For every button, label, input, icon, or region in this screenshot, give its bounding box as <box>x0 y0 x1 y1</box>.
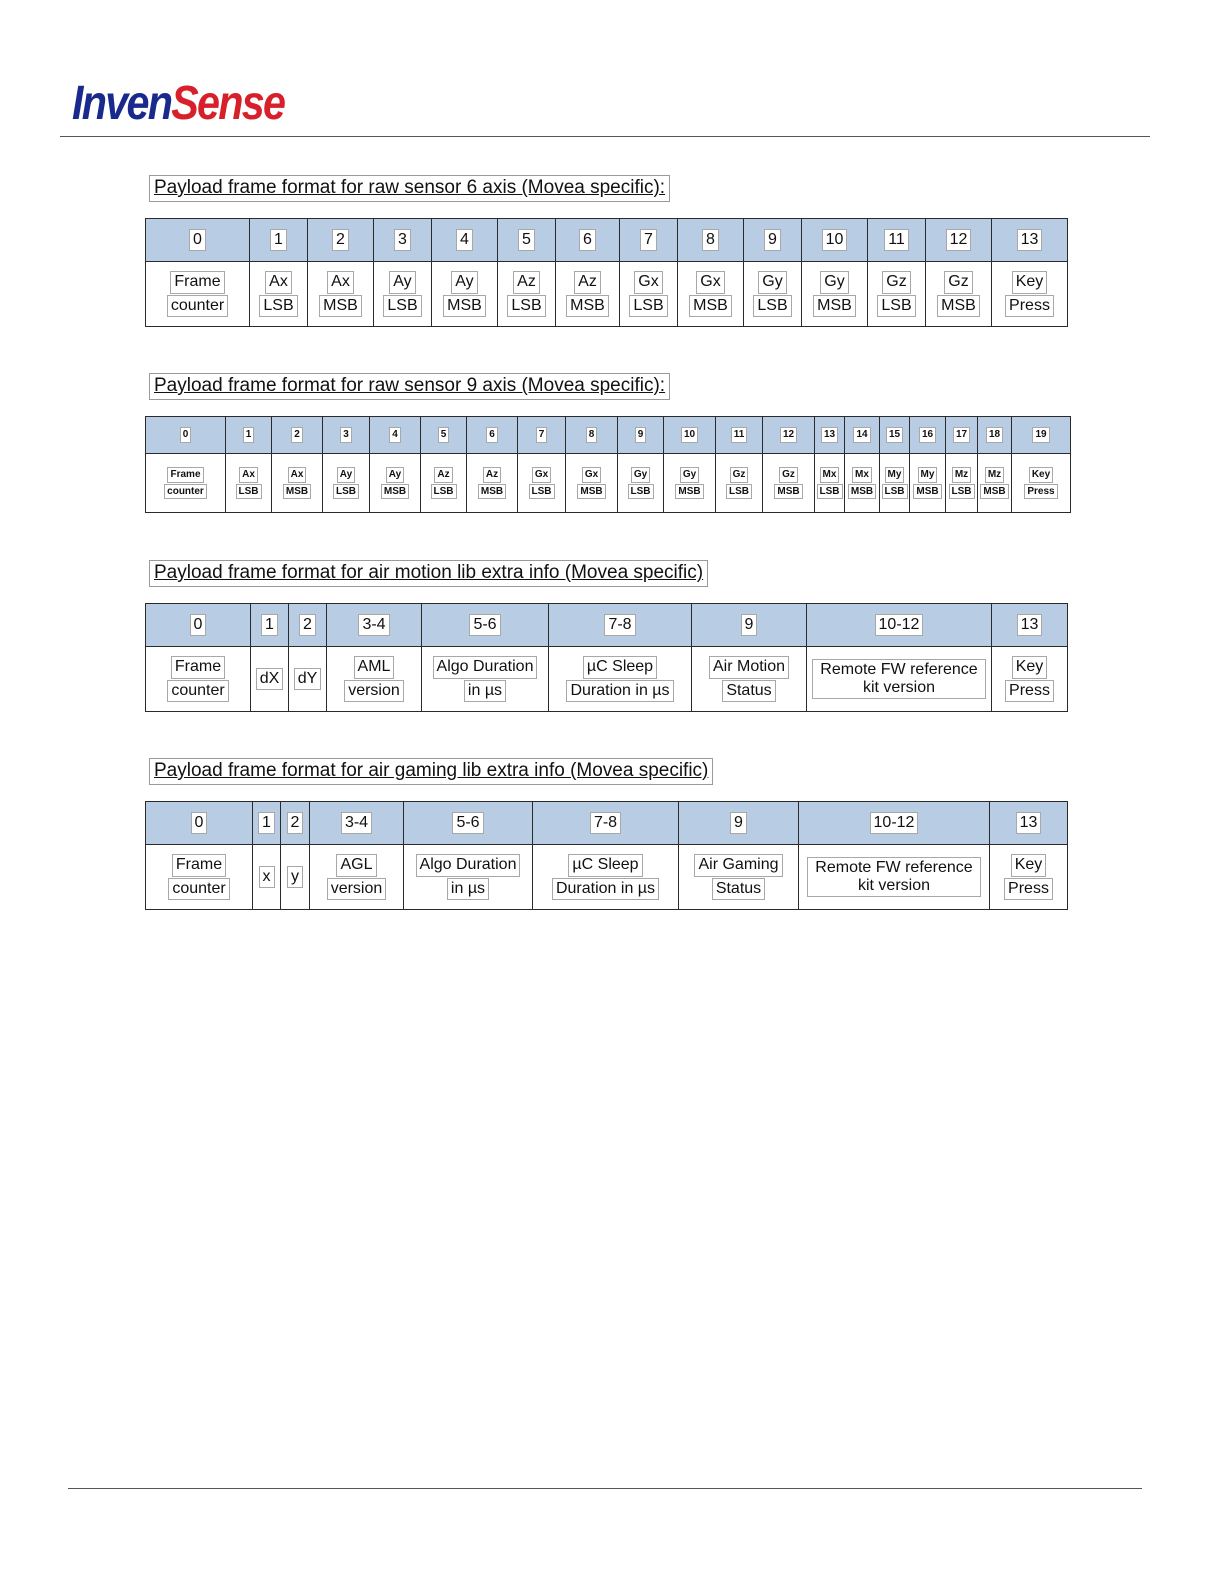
field-label: Frame <box>172 854 226 876</box>
field-cell <box>556 262 620 327</box>
field-label: MSB <box>848 484 876 500</box>
field-label: Mz <box>952 467 971 483</box>
field-label: LSB <box>877 295 915 317</box>
field-label: MSB <box>675 484 703 500</box>
field-label: Press <box>1005 295 1054 317</box>
byte-index-header <box>272 417 323 454</box>
field-cell <box>802 262 868 327</box>
byte-index-header <box>404 802 533 845</box>
byte-index: 0 <box>191 812 208 834</box>
field-label: LSB <box>628 484 654 500</box>
byte-index-header <box>289 604 327 647</box>
field-cell <box>404 845 533 910</box>
byte-index-header <box>845 417 880 454</box>
field-cell <box>692 647 807 712</box>
field-label: Key <box>1012 271 1048 293</box>
field-cell <box>370 454 421 513</box>
field-label: Key <box>1029 467 1053 483</box>
byte-index: 17 <box>953 427 970 443</box>
field-label: Gx <box>634 271 662 293</box>
field-label: in µs <box>464 680 506 702</box>
field-label: LSB <box>431 484 457 500</box>
byte-index-header <box>799 802 990 845</box>
byte-index: 1 <box>243 427 255 443</box>
byte-index-header <box>533 802 679 845</box>
field-cell <box>926 262 992 327</box>
field-label: Ax <box>239 467 258 483</box>
byte-index-header <box>744 219 802 262</box>
byte-index: 3 <box>340 427 352 443</box>
byte-index-header <box>327 604 422 647</box>
field-cell <box>251 647 289 712</box>
byte-index-header <box>370 417 421 454</box>
table-air-motion <box>145 603 1068 712</box>
byte-index: 5-6 <box>469 614 500 636</box>
field-label: LSB <box>753 295 791 317</box>
field-label: MSB <box>980 484 1008 500</box>
field-label: Az <box>513 271 540 293</box>
field-cell <box>868 262 926 327</box>
byte-index: 3-4 <box>341 812 372 834</box>
byte-index: 12 <box>780 427 797 443</box>
field-cell <box>533 845 679 910</box>
field-label: dY <box>294 668 322 690</box>
field-label: MSB <box>566 295 609 317</box>
logo-part-2: Sense <box>171 77 285 130</box>
byte-index-header <box>549 604 692 647</box>
byte-index: 13 <box>821 427 838 443</box>
byte-index: 19 <box>1032 427 1049 443</box>
field-label: AGL <box>336 854 376 876</box>
field-cell <box>1012 454 1071 513</box>
byte-index: 9 <box>764 229 781 251</box>
byte-index-header <box>556 219 620 262</box>
byte-index: 11 <box>884 229 909 251</box>
byte-index: 9 <box>730 812 747 834</box>
field-cell <box>374 262 432 327</box>
field-cell <box>763 454 815 513</box>
field-label: version <box>344 680 404 702</box>
field-cell <box>310 845 404 910</box>
field-label: Az <box>483 467 501 483</box>
byte-index: 2 <box>332 229 349 251</box>
byte-index: 16 <box>919 427 936 443</box>
byte-index-header <box>310 802 404 845</box>
byte-index: 10 <box>822 229 848 251</box>
byte-index: 8 <box>702 229 719 251</box>
field-label: MSB <box>478 484 506 500</box>
byte-index: 6 <box>579 229 596 251</box>
field-label: LSB <box>333 484 359 500</box>
field-label: Press <box>1024 484 1057 500</box>
field-cell <box>432 262 498 327</box>
field-label: Ay <box>389 271 415 293</box>
byte-index: 7 <box>640 229 657 251</box>
header-rule <box>60 136 1150 137</box>
field-cell <box>146 454 226 513</box>
field-label: counter <box>167 680 228 702</box>
byte-index-header <box>467 417 518 454</box>
byte-index-header <box>323 417 370 454</box>
byte-index: 1 <box>270 229 287 251</box>
byte-index: 2 <box>299 614 316 636</box>
field-label: MSB <box>774 484 802 500</box>
byte-index-header <box>146 802 253 845</box>
byte-index-header <box>146 219 250 262</box>
field-cell <box>146 262 250 327</box>
field-label: Algo Duration <box>433 656 538 678</box>
byte-index: 0 <box>190 614 207 636</box>
field-label: Ax <box>265 271 292 293</box>
field-cell <box>880 454 910 513</box>
byte-index-header <box>807 604 992 647</box>
field-label: Mz <box>985 467 1004 483</box>
byte-index-header <box>946 417 978 454</box>
field-label: Gx <box>582 467 601 483</box>
field-label: Gy <box>820 271 848 293</box>
field-label: µC Sleep <box>583 656 657 678</box>
byte-index-header <box>679 802 799 845</box>
field-label: LSB <box>259 295 297 317</box>
field-label: Frame <box>170 271 224 293</box>
field-label: Frame <box>171 656 225 678</box>
field-label: MSB <box>283 484 311 500</box>
byte-index-header <box>226 417 272 454</box>
byte-index-header <box>432 219 498 262</box>
field-label: LSB <box>726 484 752 500</box>
byte-index-header <box>978 417 1012 454</box>
field-label: Frame <box>167 467 203 483</box>
byte-index: 9 <box>741 614 758 636</box>
field-label: Gz <box>779 467 798 483</box>
field-label: Algo Duration <box>416 854 521 876</box>
field-cell <box>664 454 716 513</box>
field-label: My <box>918 467 938 483</box>
field-label: Key <box>1012 656 1048 678</box>
byte-index: 5 <box>518 229 535 251</box>
field-label: in µs <box>447 878 489 900</box>
field-label: Gz <box>944 271 972 293</box>
field-label: Press <box>1005 680 1054 702</box>
field-cell <box>146 845 253 910</box>
field-label: Gy <box>758 271 786 293</box>
field-label: dX <box>256 668 284 690</box>
field-label: LSB <box>529 484 555 500</box>
field-cell <box>549 647 692 712</box>
byte-index: 6 <box>486 427 498 443</box>
field-cell <box>467 454 518 513</box>
field-cell <box>716 454 763 513</box>
field-label: LSB <box>949 484 975 500</box>
field-cell <box>226 454 272 513</box>
field-label: y <box>287 866 303 888</box>
byte-index-header <box>253 802 281 845</box>
field-cell <box>327 647 422 712</box>
field-label: My <box>885 467 905 483</box>
field-label: MSB <box>913 484 941 500</box>
field-cell <box>566 454 618 513</box>
field-label: Ay <box>337 467 355 483</box>
byte-index-header <box>566 417 618 454</box>
field-cell <box>744 262 802 327</box>
field-cell <box>618 454 664 513</box>
byte-index-header <box>281 802 310 845</box>
field-label: counter <box>164 484 207 500</box>
field-cell <box>799 845 990 910</box>
field-label: version <box>327 878 387 900</box>
field-label: Air Motion <box>709 656 789 678</box>
field-label: Status <box>722 680 775 702</box>
field-cell <box>498 262 556 327</box>
field-cell <box>253 845 281 910</box>
field-cell <box>678 262 744 327</box>
field-cell <box>807 647 992 712</box>
field-cell <box>946 454 978 513</box>
section-title-raw-9-axis: Payload frame format for raw sensor 9 axis (Movea specific): <box>149 373 670 400</box>
byte-index-header <box>868 219 926 262</box>
field-label: counter <box>168 878 229 900</box>
field-label: Duration in µs <box>552 878 659 900</box>
field-label: LSB <box>629 295 667 317</box>
byte-index-header <box>146 604 251 647</box>
byte-index: 12 <box>946 229 972 251</box>
field-label: Status <box>712 878 765 900</box>
byte-index-header <box>880 417 910 454</box>
byte-index: 11 <box>731 427 748 443</box>
field-cell <box>992 262 1068 327</box>
field-cell <box>679 845 799 910</box>
table-air-gaming <box>145 801 1068 910</box>
byte-index: 3-4 <box>358 614 389 636</box>
byte-index: 9 <box>635 427 647 443</box>
byte-index-header <box>815 417 845 454</box>
byte-index-header <box>308 219 374 262</box>
field-label: Air Gaming <box>694 854 782 876</box>
byte-index-header <box>763 417 815 454</box>
byte-index-header <box>421 417 467 454</box>
field-label: Gy <box>631 467 650 483</box>
field-label: Remote FW reference kit version <box>807 857 981 898</box>
byte-index-header <box>692 604 807 647</box>
byte-index-header <box>926 219 992 262</box>
field-cell <box>910 454 946 513</box>
field-label: MSB <box>319 295 362 317</box>
table-raw-9-axis <box>145 416 1071 513</box>
field-cell <box>815 454 845 513</box>
byte-index-header <box>374 219 432 262</box>
field-label: counter <box>167 295 228 317</box>
field-cell <box>845 454 880 513</box>
field-label: MSB <box>443 295 486 317</box>
byte-index: 13 <box>1017 229 1043 251</box>
byte-index: 13 <box>1017 614 1043 636</box>
byte-index: 3 <box>394 229 411 251</box>
byte-index: 0 <box>189 229 206 251</box>
field-label: MSB <box>577 484 605 500</box>
byte-index-header <box>992 604 1068 647</box>
byte-index: 8 <box>586 427 598 443</box>
field-label: LSB <box>383 295 421 317</box>
byte-index: 10-12 <box>875 614 924 636</box>
byte-index: 4 <box>389 427 401 443</box>
field-cell <box>422 647 549 712</box>
byte-index: 1 <box>258 812 275 834</box>
byte-index-header <box>802 219 868 262</box>
field-label: Gx <box>532 467 551 483</box>
field-label: MSB <box>381 484 409 500</box>
field-label: Press <box>1004 878 1053 900</box>
field-cell <box>421 454 467 513</box>
field-label: MSB <box>937 295 980 317</box>
byte-index: 7-8 <box>590 812 621 834</box>
field-label: AML <box>354 656 395 678</box>
byte-index: 5-6 <box>452 812 483 834</box>
field-label: Ax <box>327 271 354 293</box>
field-label: Az <box>574 271 601 293</box>
field-label: Az <box>434 467 452 483</box>
field-label: Remote FW reference kit version <box>812 659 986 700</box>
field-cell <box>620 262 678 327</box>
field-label: Ay <box>451 271 477 293</box>
field-cell <box>518 454 566 513</box>
field-cell <box>250 262 308 327</box>
field-label: Mx <box>820 467 840 483</box>
field-label: MSB <box>689 295 732 317</box>
byte-index: 10 <box>681 427 698 443</box>
field-label: LSB <box>236 484 262 500</box>
footer-rule <box>68 1488 1142 1489</box>
field-cell <box>978 454 1012 513</box>
byte-index-header <box>251 604 289 647</box>
field-label: x <box>259 866 275 888</box>
byte-index: 1 <box>261 614 278 636</box>
field-label: LSB <box>882 484 908 500</box>
field-cell <box>308 262 374 327</box>
byte-index: 18 <box>986 427 1003 443</box>
field-label: Gz <box>882 271 910 293</box>
field-label: Duration in µs <box>566 680 673 702</box>
field-label: Gx <box>696 271 724 293</box>
field-label: Key <box>1011 854 1047 876</box>
byte-index-header <box>250 219 308 262</box>
byte-index-header <box>618 417 664 454</box>
byte-index: 15 <box>886 427 903 443</box>
invensense-logo <box>72 77 285 130</box>
byte-index: 5 <box>438 427 450 443</box>
byte-index-header <box>716 417 763 454</box>
byte-index-header <box>620 219 678 262</box>
byte-index-header <box>910 417 946 454</box>
byte-index: 10-12 <box>870 812 919 834</box>
table-raw-6-axis <box>145 218 1068 327</box>
field-cell <box>272 454 323 513</box>
field-cell <box>323 454 370 513</box>
byte-index: 0 <box>180 427 192 443</box>
byte-index-header <box>678 219 744 262</box>
byte-index-header <box>992 219 1068 262</box>
byte-index: 13 <box>1016 812 1042 834</box>
byte-index-header <box>518 417 566 454</box>
byte-index: 4 <box>456 229 473 251</box>
field-label: Gz <box>730 467 749 483</box>
field-label: Gy <box>680 467 699 483</box>
byte-index-header <box>146 417 226 454</box>
byte-index: 2 <box>287 812 304 834</box>
byte-index: 7-8 <box>604 614 635 636</box>
section-title-air-gaming: Payload frame format for air gaming lib extra info (Movea specific) <box>149 758 713 785</box>
byte-index-header <box>664 417 716 454</box>
logo-part-1: Inven <box>72 77 172 130</box>
byte-index-header <box>990 802 1068 845</box>
field-cell <box>990 845 1068 910</box>
byte-index: 14 <box>853 427 870 443</box>
byte-index-header <box>422 604 549 647</box>
field-label: Ax <box>288 467 307 483</box>
byte-index-header <box>1012 417 1071 454</box>
byte-index: 7 <box>536 427 548 443</box>
field-cell <box>289 647 327 712</box>
field-cell <box>146 647 251 712</box>
section-title-air-motion: Payload frame format for air motion lib extra info (Movea specific) <box>149 560 708 587</box>
field-label: Ay <box>386 467 404 483</box>
field-label: LSB <box>507 295 545 317</box>
section-title-raw-6-axis: Payload frame format for raw sensor 6 axis (Movea specific): <box>149 175 670 202</box>
byte-index-header <box>498 219 556 262</box>
field-cell <box>992 647 1068 712</box>
field-label: MSB <box>813 295 856 317</box>
field-label: LSB <box>817 484 843 500</box>
field-cell <box>281 845 310 910</box>
byte-index: 2 <box>291 427 303 443</box>
field-label: Mx <box>852 467 872 483</box>
field-label: µC Sleep <box>568 854 642 876</box>
